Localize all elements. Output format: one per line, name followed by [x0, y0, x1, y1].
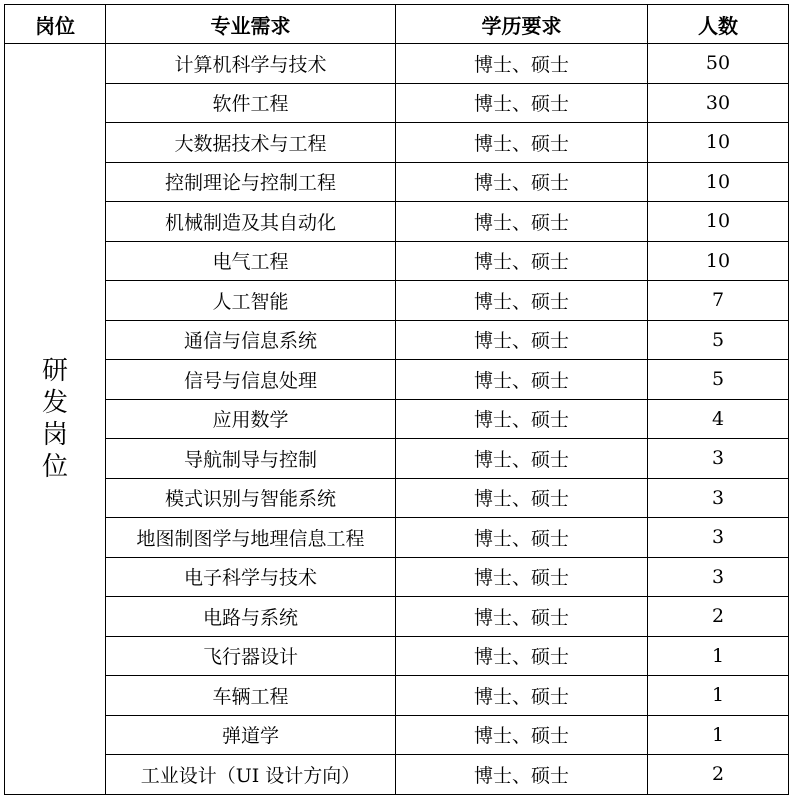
- degree-cell: 博士、硕士: [396, 320, 648, 360]
- count-cell: 3: [648, 478, 789, 518]
- count-cell: 2: [648, 755, 789, 795]
- degree-cell: 博士、硕士: [396, 557, 648, 597]
- count-cell: 10: [648, 123, 789, 163]
- table-row: [5, 755, 789, 795]
- degree-cell: 博士、硕士: [396, 281, 648, 321]
- table-row: [5, 518, 789, 558]
- header-count: 人数: [648, 5, 789, 44]
- table-body: [5, 44, 789, 795]
- degree-cell: 博士、硕士: [396, 44, 648, 84]
- degree-cell: 博士、硕士: [396, 478, 648, 518]
- count-cell: 5: [648, 320, 789, 360]
- major-cell: 弹道学: [106, 715, 396, 755]
- degree-cell: 博士、硕士: [396, 241, 648, 281]
- major-cell: 机械制造及其自动化: [106, 202, 396, 242]
- table-row: [5, 439, 789, 479]
- header-position: 岗位: [5, 5, 106, 44]
- table-row: [5, 281, 789, 321]
- count-cell: 1: [648, 676, 789, 716]
- table-row: [5, 399, 789, 439]
- count-cell: 4: [648, 399, 789, 439]
- degree-cell: 博士、硕士: [396, 755, 648, 795]
- count-cell: 10: [648, 162, 789, 202]
- major-cell: 软件工程: [106, 83, 396, 123]
- header-major: 专业需求: [106, 5, 396, 44]
- degree-cell: 博士、硕士: [396, 162, 648, 202]
- major-cell: 车辆工程: [106, 676, 396, 716]
- table-row: [5, 636, 789, 676]
- position-group-label: 研发岗位: [41, 355, 68, 482]
- major-cell: 地图制图学与地理信息工程: [106, 518, 396, 558]
- table-row: [5, 320, 789, 360]
- count-cell: 30: [648, 83, 789, 123]
- degree-cell: 博士、硕士: [396, 439, 648, 479]
- table-row: [5, 478, 789, 518]
- count-cell: 1: [648, 715, 789, 755]
- major-cell: 通信与信息系统: [106, 320, 396, 360]
- major-cell: 工业设计（UI 设计方向）: [106, 755, 396, 795]
- header-row: [5, 5, 789, 44]
- count-cell: 3: [648, 439, 789, 479]
- count-cell: 10: [648, 202, 789, 242]
- table-row: [5, 44, 789, 84]
- major-cell: 人工智能: [106, 281, 396, 321]
- table-row: [5, 676, 789, 716]
- degree-cell: 博士、硕士: [396, 715, 648, 755]
- degree-cell: 博士、硕士: [396, 597, 648, 637]
- degree-cell: 博士、硕士: [396, 676, 648, 716]
- major-cell: 模式识别与智能系统: [106, 478, 396, 518]
- position-group-cell: [5, 44, 106, 795]
- header-degree: 学历要求: [396, 5, 648, 44]
- degree-cell: 博士、硕士: [396, 518, 648, 558]
- major-cell: 大数据技术与工程: [106, 123, 396, 163]
- count-cell: 3: [648, 557, 789, 597]
- major-cell: 计算机科学与技术: [106, 44, 396, 84]
- major-cell: 信号与信息处理: [106, 360, 396, 400]
- degree-cell: 博士、硕士: [396, 399, 648, 439]
- count-cell: 1: [648, 636, 789, 676]
- major-cell: 电子科学与技术: [106, 557, 396, 597]
- degree-cell: 博士、硕士: [396, 360, 648, 400]
- count-cell: 3: [648, 518, 789, 558]
- recruitment-table: [4, 4, 789, 795]
- major-cell: 电路与系统: [106, 597, 396, 637]
- count-cell: 50: [648, 44, 789, 84]
- count-cell: 5: [648, 360, 789, 400]
- major-cell: 飞行器设计: [106, 636, 396, 676]
- degree-cell: 博士、硕士: [396, 636, 648, 676]
- table-row: [5, 241, 789, 281]
- table-row: [5, 715, 789, 755]
- table-row: [5, 360, 789, 400]
- count-cell: 2: [648, 597, 789, 637]
- table-row: [5, 162, 789, 202]
- table-row: [5, 597, 789, 637]
- major-cell: 电气工程: [106, 241, 396, 281]
- count-cell: 7: [648, 281, 789, 321]
- table-row: [5, 83, 789, 123]
- major-cell: 控制理论与控制工程: [106, 162, 396, 202]
- table-row: [5, 557, 789, 597]
- count-cell: 10: [648, 241, 789, 281]
- table-row: [5, 202, 789, 242]
- major-cell: 导航制导与控制: [106, 439, 396, 479]
- degree-cell: 博士、硕士: [396, 123, 648, 163]
- degree-cell: 博士、硕士: [396, 202, 648, 242]
- degree-cell: 博士、硕士: [396, 83, 648, 123]
- table-row: [5, 123, 789, 163]
- major-cell: 应用数学: [106, 399, 396, 439]
